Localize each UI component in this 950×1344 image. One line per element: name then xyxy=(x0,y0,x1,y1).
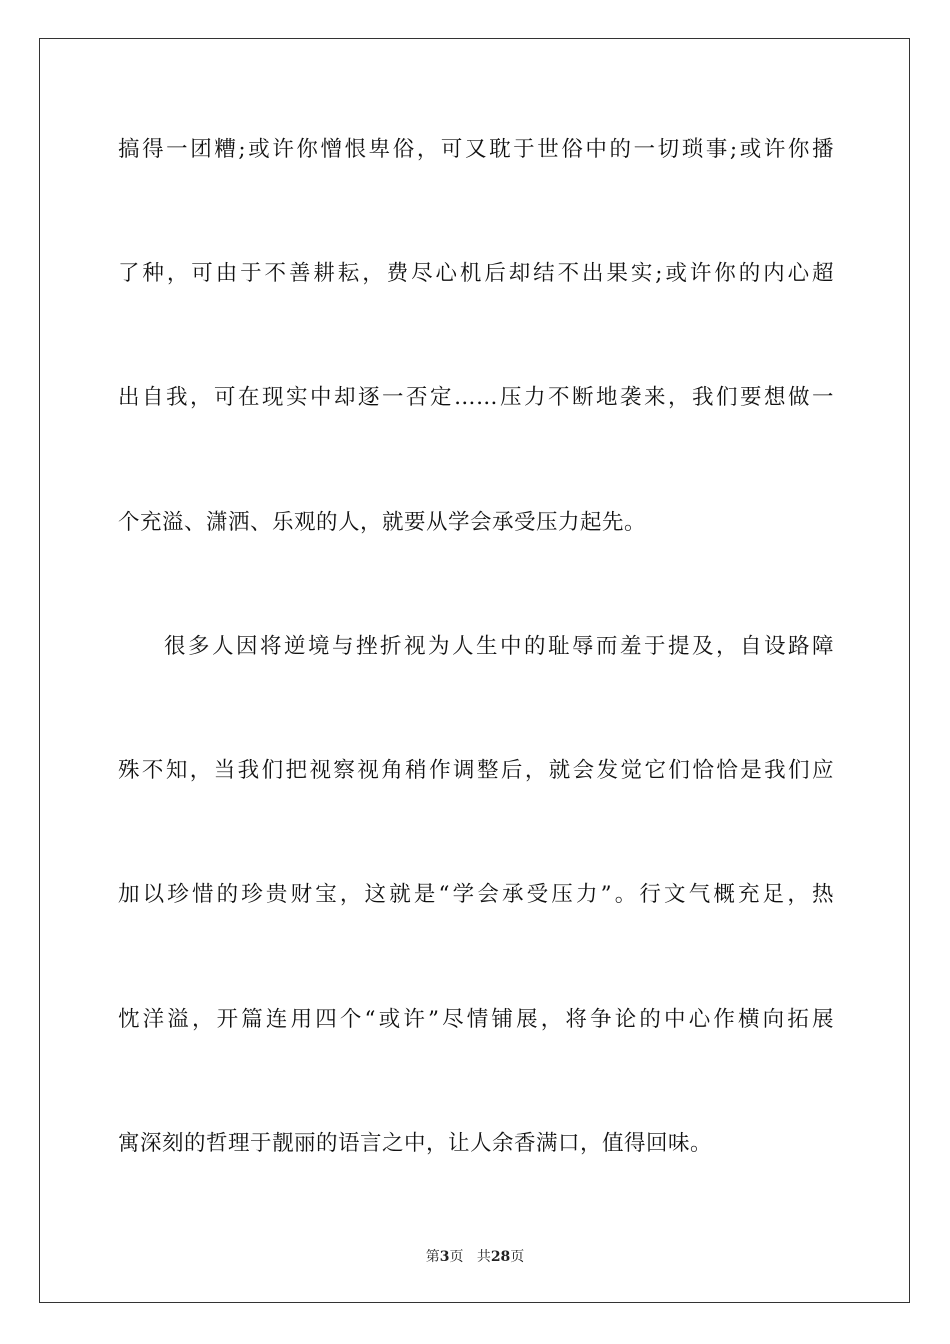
page-footer xyxy=(0,1248,950,1266)
page-suffix: 页 xyxy=(449,1249,464,1265)
total-prefix: 共 xyxy=(476,1249,491,1265)
paragraph-line: 很多人因将逆境与挫折视为人生中的耻辱而羞于提及，自设路障 xyxy=(164,634,834,659)
paragraph-line: 忱洋溢，开篇连用四个“或许”尽情铺展，将争论的中心作横向拓展 xyxy=(118,1007,834,1032)
total-pages: 28 xyxy=(490,1249,511,1265)
paragraph-line: 殊不知，当我们把视察视角稍作调整后，就会发觉它们恰恰是我们应 xyxy=(118,758,834,783)
page-border xyxy=(39,38,910,1303)
paragraph-line: 个充溢、潇洒、乐观的人，就要从学会承受压力起先。 xyxy=(118,510,647,535)
paragraph-line: 了种，可由于不善耕耘，费尽心机后却结不出果实;或许你的内心超 xyxy=(118,261,834,286)
page-prefix: 第 xyxy=(425,1249,440,1265)
paragraph-line: 搞得一团糟;或许你憎恨卑俗，可又耽于世俗中的一切琐事;或许你播 xyxy=(118,137,834,162)
total-suffix: 页 xyxy=(510,1249,525,1265)
paragraph-line: 寓深刻的哲理于靓丽的语言之中，让人余香满口，值得回味。 xyxy=(118,1131,713,1156)
paragraph-line: 加以珍惜的珍贵财宝，这就是“学会承受压力”。行文气概充足，热 xyxy=(118,882,834,907)
paragraph-line: 出自我，可在现实中却逐一否定……压力不断地袭来，我们要想做一 xyxy=(118,385,834,410)
page-number: 3 xyxy=(439,1249,450,1265)
